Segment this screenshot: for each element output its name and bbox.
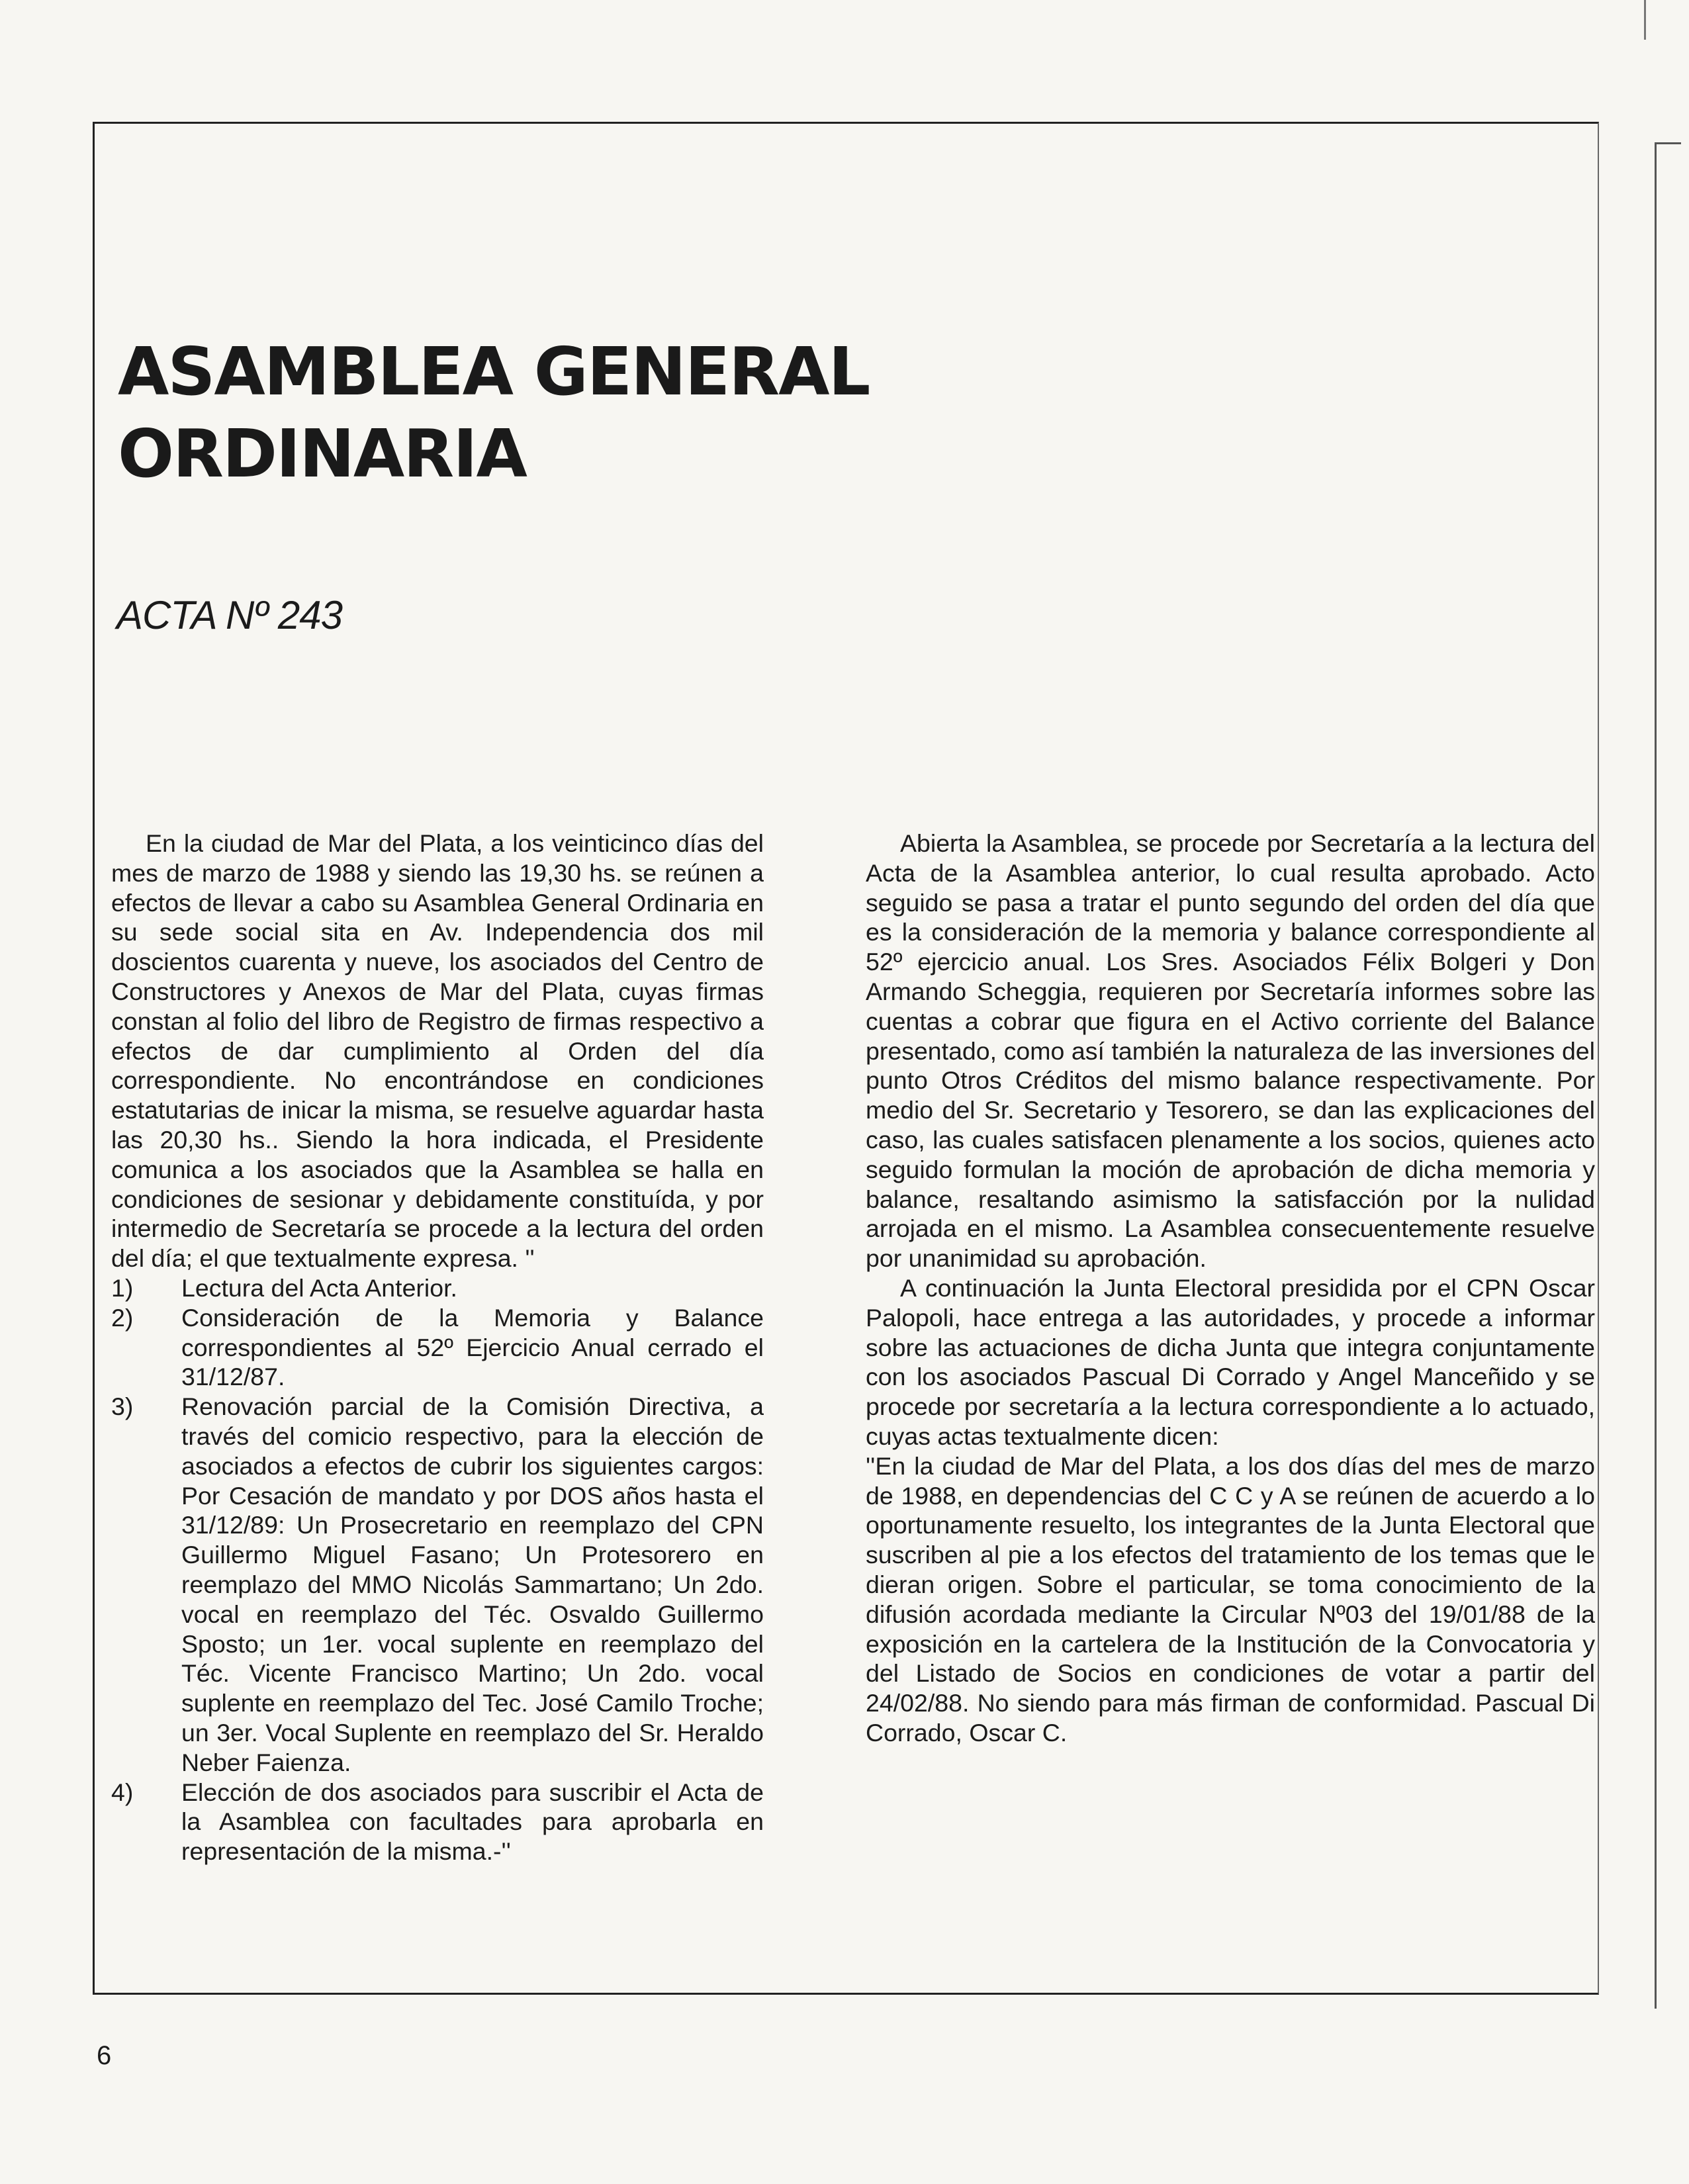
title-line-2: ORDINARIA [118,415,526,492]
agenda-item [111,1778,764,1866]
agenda-item-text: Lectura del Acta Anterior. [181,1273,457,1302]
agenda-item-text: Elección de dos asociados para suscribir el Acta de la Asamblea con facultades para aprobarla en representación de la misma.-'' [181,1778,764,1866]
agenda-item [111,1303,764,1392]
agenda-item-number: 2) [111,1303,134,1332]
acta-number: ACTA Nº 243 [116,593,343,637]
agenda-item-number: 3) [111,1392,134,1421]
agenda-list [111,1273,764,1866]
agenda-item [111,1273,764,1303]
body-paragraph: ''En la ciudad de Mar del Plata, a los dos días del mes de marzo de 1988, en dependencias del C C y A se reúnen de acuerdo a lo oportunamente resuelto, los integrantes de la Junta Electoral que suscriben al pie a los efectos del tratamiento de los temas que le dieran origen. Sobre el particular, se toma conocimiento de la difusión acordada mediante la Circular Nº03 del 19/01/88 de la exposición en la cartelera de la Institución de la Convocatoria y del Listado de Socios en condiciones de votar a partir del 24/02/88. No siendo para más firman de conformidad. Pascual Di Corrado, Oscar C. [866,1451,1595,1747]
agenda-item-text: Renovación parcial de la Comisión Directiva, a través del comicio respectivo, para la elección de asociados a efectos de cubrir los siguientes cargos: Por Cesación de mandato y por DOS años hasta el 31/12/89: Un Prosecretario en reemplazo del CPN Guillermo Miguel Fasano; Un Protesorero en reemplazo del MMO Nicolás Sammartano; Un 2do. vocal en reemplazo del Téc. Osvaldo Guillermo Sposto; un 1er. vocal suplente en reemplazo del Téc. Vicente Francisco Martino; Un 2do. vocal suplente en reemplazo del Tec. José Camilo Troche; un 3er. Vocal Suplente en reemplazo del Sr. Heraldo Neber Faienza. [181,1392,764,1776]
left-column [111,829,764,1866]
agenda-item-number: 1) [111,1273,134,1302]
page-number: 6 [97,2041,112,2070]
agenda-item [111,1392,764,1777]
right-column [866,829,1595,1748]
intro-paragraph: En la ciudad de Mar del Plata, a los veinticinco días del mes de marzo de 1988 y siendo las 19,30 hs. se reúnen a efectos de llevar a cabo su Asamblea General Ordinaria en su sede social sita en Av. Independencia dos mil doscientos cuarenta y nueve, los asociados del Centro de Constructores y Anexos de Mar del Plata, cuyas firmas constan al folio del libro de Registro de firmas respectivo a efectos de dar cumplimiento al Orden del día correspondiente. No encontrándose en condiciones estatutarias de inicar la misma, se resuelve aguardar hasta las 20,30 hs.. Siendo la hora indicada, el Presidente comunica a los asociados que la Asamblea se halla en condiciones de sesionar y debidamente constituída, y por intermedio de Secretaría se procede a la lectura del orden del día; el que textualmente expresa. '' [111,829,764,1273]
document-title [118,331,869,495]
adjacent-page-border [1655,142,1681,2009]
body-paragraph: Abierta la Asamblea, se procede por Secretaría a la lectura del Acta de la Asamblea anterior, lo cual resulta aprobado. Acto seguido se pasa a tratar el punto segundo del orden del día que es la consideración de la memoria y balance correspondiente al 52º ejercicio anual. Los Sres. Asociados Félix Bolgeri y Don Armando Scheggia, requieren por Secretaría informes sobre las cuentas a cobrar que figura en el Activo corriente del Balance presentado, como así también la naturaleza de las inversiones del punto Otros Créditos del mismo balance respectivamente. Por medio del Sr. Secretario y Tesorero, se dan las explicaciones del caso, las cuales satisfacen plenamente a los socios, quienes acto seguido formulan la moción de aprobación de dicha memoria y balance, resaltando asimismo la satisfacción por la nulidad arrojada en el mismo. La Asamblea consecuentemente resuelve por unanimidad su aprobación. [866,829,1595,1273]
title-line-1: ASAMBLEA GENERAL [118,333,870,410]
agenda-item-number: 4) [111,1778,134,1806]
agenda-item-text: Consideración de la Memoria y Balance correspondientes al 52º Ejercicio Anual cerrado el 31/12/87. [181,1303,764,1391]
body-paragraph: A continuación la Junta Electoral presidida por el CPN Oscar Palopoli, hace entrega a las autoridades, y procede a informar sobre las actuaciones de dicha Junta que integra conjuntamente con los asociados Pascual Di Corrado y Angel Manceñido y se procede por secretaría a la lectura correspondiente a lo actuado, cuyas actas textualmente dicen: [866,1273,1595,1450]
scan-edge-tick [1644,0,1646,40]
